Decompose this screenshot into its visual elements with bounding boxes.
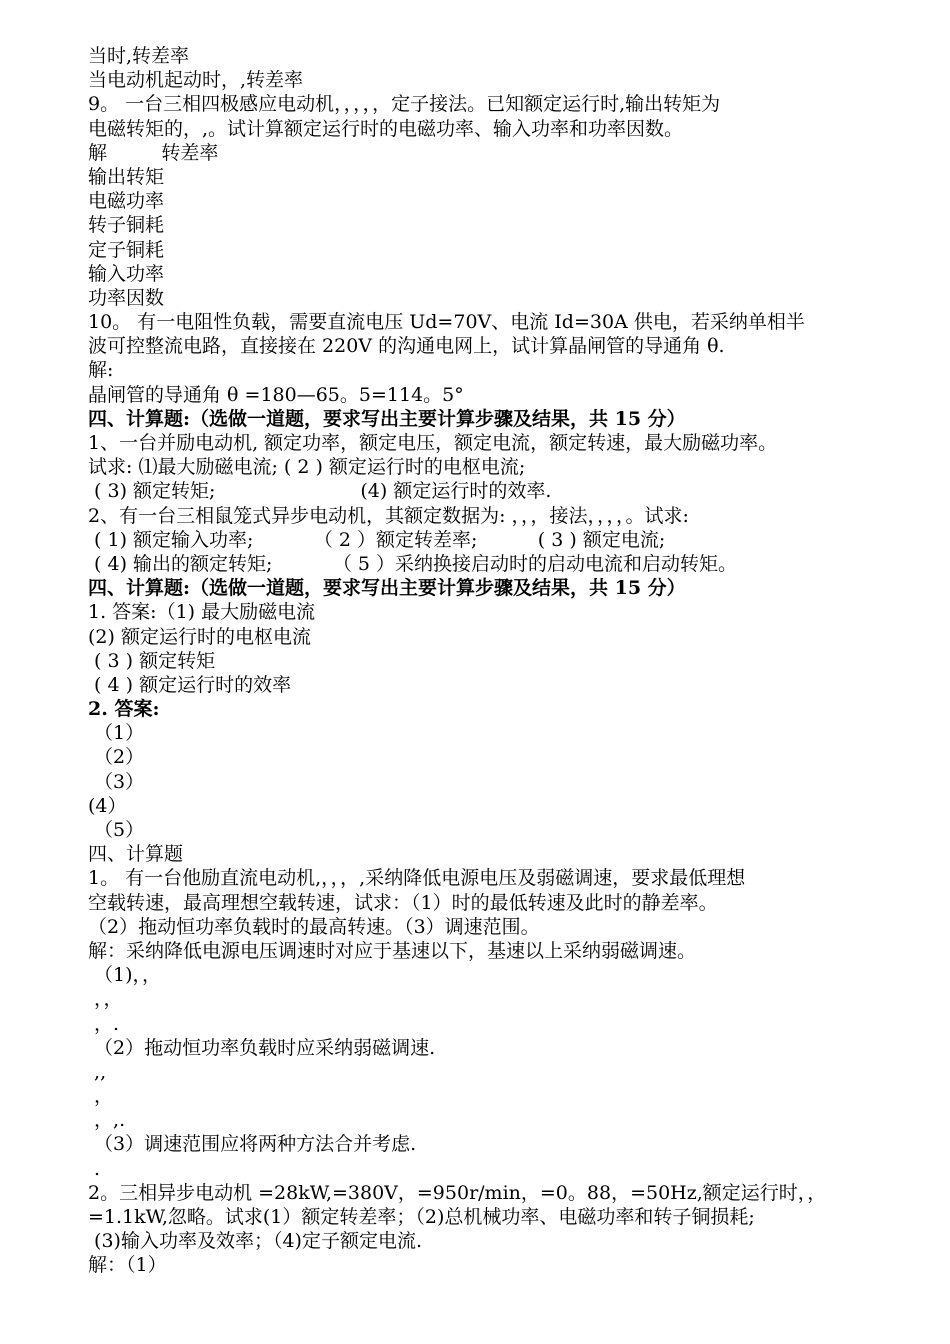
text-line: 1。 有一台他励直流电动机,，，，,采纳降低电源电压及弱磁调速，要求最低理想 xyxy=(88,867,746,890)
text-line: 定子铜耗 xyxy=(88,238,165,261)
text-line: 当电动机起动时，,转差率 xyxy=(88,69,304,92)
text-line: （5） xyxy=(88,819,145,841)
section-heading: 四、计算题:（选做一道题，要求写出主要计算步骤及结果，共 15 分） xyxy=(88,407,686,430)
text-line: ( 4 ) 额定运行时的效率 xyxy=(88,673,292,696)
text-line: (2) 额定运行时的电枢电流 xyxy=(88,625,311,648)
text-line: =1.1kW,忽略。试求(1）额定转差率；（2)总机械功率、电磁功率和转子铜损耗; xyxy=(88,1206,755,1228)
text-line: 解：采纳降低电源电压调速时对应于基速以下，基速以上采纳弱磁调速。 xyxy=(88,939,697,962)
text-line: （1)，， xyxy=(88,964,162,987)
text-line: 转子铜耗 xyxy=(88,214,165,237)
text-line: （3） xyxy=(88,770,145,793)
text-line: 输出转矩 xyxy=(88,165,165,188)
text-line: （2）拖动恒功率负载时的最高转速。（3）调速范围。 xyxy=(88,915,540,938)
text-line: ( 3) 额定转矩; (4) 额定运行时的效率. xyxy=(88,480,552,503)
text-line: (3)输入功率及效率；（4)定子额定电流. xyxy=(88,1230,422,1253)
text-line: 输入功率 xyxy=(88,262,165,285)
text-line: （1） xyxy=(88,722,145,745)
text-line: 空载转速，最高理想空载转速，试求：（1）时的最低转速及此时的静差率。 xyxy=(88,891,718,914)
text-line: 波可控整流电路，直接接在 220V 的沟通电网上，试计算晶闸管的导通角 θ. xyxy=(88,335,725,358)
document-page xyxy=(0,44,950,1278)
text-line: （2） xyxy=(88,746,145,769)
text-line: 解：（1） xyxy=(88,1254,167,1277)
text-line: ，. xyxy=(88,1012,120,1035)
text-line: 10。 有一电阻性负载，需要直流电压 Ud=70V、电流 Id=30A 供电，若采纳单相半 xyxy=(88,311,805,334)
text-line: ,, xyxy=(88,1060,107,1083)
text-line: 电磁转矩的，,。试计算额定运行时的电磁功率、输入功率和功率因数。 xyxy=(88,117,684,140)
text-line: 9。 一台三相四极感应电动机，，，，，定子接法。已知额定运行时,输出转矩为 xyxy=(88,93,721,116)
text-line: ( 4) 输出的额定转矩; （ 5 ）采纳换接启动时的启动电流和启动转矩。 xyxy=(88,552,737,575)
text-line: 2、有一台三相鼠笼式异步电动机，其额定数据为: ，，，接法，，，，。试求: xyxy=(88,504,689,527)
text-line: 1. 答案:（1) 最大励磁电流 xyxy=(88,601,316,624)
text-line: 解: xyxy=(88,359,114,382)
text-line: (4） xyxy=(88,794,127,817)
text-line: 解 转差率 xyxy=(88,141,219,164)
text-line: 试求: ⑴最大励磁电流; ( 2 ) 额定运行时的电枢电流; xyxy=(88,456,526,479)
text-line: 1、一台并励电动机, 额定功率，额定电压，额定电流，额定转速，最大励磁功率。 xyxy=(88,432,778,454)
section-heading: 四、计算题 xyxy=(88,843,184,866)
text-line: 功率因数 xyxy=(88,286,165,309)
text-line: ，,. xyxy=(88,1109,126,1132)
text-line: ( 3 ) 额定转矩 xyxy=(88,649,216,672)
text-line: 电磁功率 xyxy=(88,190,165,213)
text-line: . xyxy=(88,1157,101,1180)
text-line: 2。三相异步电动机 =28kW,=380V，=950r/min，=0。88，=50Hz,额定运行时，， xyxy=(88,1181,827,1204)
section-heading: 四、计算题:（选做一道题，要求写出主要计算步骤及结果，共 15 分） xyxy=(88,577,686,600)
text-line: ( 1) 额定输入功率; （ 2 ）额定转差率; ( 3 ) 额定电流; xyxy=(88,528,666,551)
text-line: ，， xyxy=(88,988,123,1011)
answer-heading: 2. 答案: xyxy=(88,698,160,721)
text-line: 晶闸管的导通角 θ =180—65。5=114。5° xyxy=(88,383,464,406)
text-line: ， xyxy=(88,1085,114,1108)
text-line: 当时,转差率 xyxy=(88,45,190,67)
text-line: （2）拖动恒功率负载时应采纳弱磁调速. xyxy=(88,1036,436,1059)
text-line: （3）调速范围应将两种方法合并考虑. xyxy=(88,1133,417,1156)
